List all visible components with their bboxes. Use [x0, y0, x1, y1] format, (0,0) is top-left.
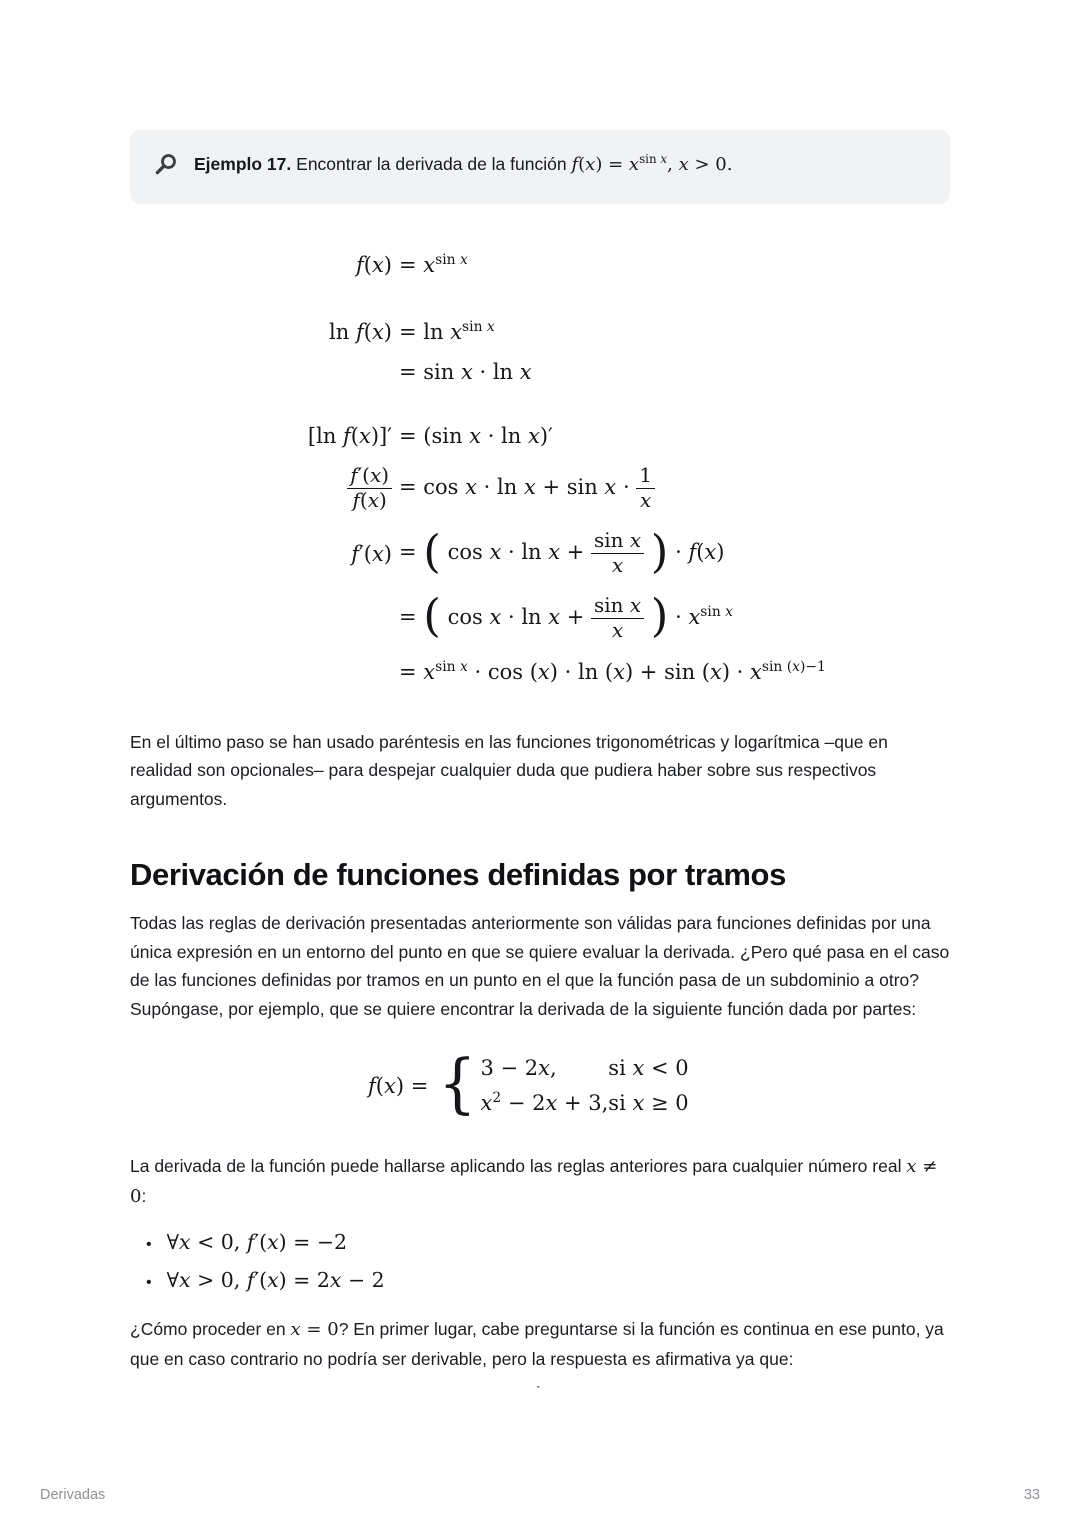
equation-row	[130, 456, 826, 521]
equation-rhs: = $x^{sin x}$	[399, 252, 468, 278]
bullet-marker: •	[146, 1274, 152, 1292]
footer-page-number: 33	[1023, 1487, 1040, 1503]
equation-rhs: = ( cos x · ln x + $\frac{\text{sin x}}{x}$ ) · f(x)	[399, 524, 725, 578]
case-expression: 3 − 2x,	[480, 1056, 557, 1081]
equation-lhs	[130, 352, 392, 392]
case-expression: $x^2 - 2x + 3$,	[480, 1090, 609, 1116]
list-item	[146, 1223, 950, 1261]
content-column	[0, 130, 1080, 1373]
magnifier-icon	[154, 152, 178, 183]
equation-row	[130, 651, 826, 692]
paragraph-como-proceder: ¿Cómo proceder en x = 0? En primer lugar, cabe preguntarse si la función es continua en ese punto, ya que en caso contrario no podría ser derivable, pero la respuesta es afirmativa ya que:	[130, 1319, 944, 1369]
piecewise-cases	[480, 1051, 688, 1120]
equation-lhs: [ln f(x)]′	[307, 424, 392, 449]
section-heading: Derivación de funciones definidas por tramos	[130, 857, 786, 893]
equation-lhs: $\frac{f'(x)}{f(x)}$	[130, 456, 392, 521]
equation-rhs: = (sin x · ln x)′	[399, 424, 553, 449]
paragraph-parentheses-note: En el último paso se han usado paréntesis en las funciones trigonométricas y logarítmica –que en realidad son opcionales– para despejar cualquier duda que pudiera haber sobre sus respectivos argumentos.	[130, 731, 888, 809]
equation-row	[130, 521, 826, 586]
case-condition: si x < 0	[608, 1056, 689, 1081]
stray-mark: ˋ	[536, 1383, 541, 1399]
bullet-list	[130, 1223, 950, 1299]
equation-row	[130, 311, 532, 352]
piecewise-function: f(x) = { 3 − 2x, si x < 0 $x^2 - 2x + 3$, si x ≥ 0	[368, 1046, 689, 1122]
list-item-text: ∀x < 0, f′(x) = −2	[166, 1230, 348, 1255]
equation-block-logarithm	[130, 311, 532, 392]
equation-lhs: f′(x)	[351, 541, 392, 566]
bullet-marker: •	[146, 1236, 152, 1254]
piecewise-case	[480, 1085, 688, 1120]
equation-rhs: = $x^{sin x} \cdot \cos (x) \cdot \ln (x) + \sin (x) \cdot x^{sin (x)-1}$	[399, 658, 826, 684]
equation-row	[130, 352, 532, 392]
equation-row	[130, 416, 826, 456]
list-item-text: ∀x > 0, f′(x) = 2x − 2	[166, 1268, 385, 1293]
piecewise-case	[480, 1051, 688, 1085]
equation-lhs: ln f(x)	[329, 319, 392, 344]
equation-row	[130, 586, 826, 651]
equation-rhs: = $\ln x^{sin x}$	[399, 319, 495, 345]
equation-block-definition	[130, 244, 468, 285]
paragraph-derivada-reglas: La derivada de la función puede hallarse aplicando las reglas anteriores para cualquier número real x ≠ 0:	[130, 1156, 938, 1207]
example-statement: Encontrar la derivada de la función $f(x) = x^{sin x}$, x > 0.	[296, 152, 733, 175]
example-text	[194, 151, 733, 178]
case-condition: si x ≥ 0	[608, 1090, 689, 1115]
equation-lhs: f(x)	[355, 252, 392, 277]
equation-lhs	[130, 586, 392, 651]
equation-row	[130, 244, 468, 285]
piecewise-lead: f(x) =	[368, 1073, 429, 1098]
example-label: Ejemplo 17.	[194, 154, 292, 174]
equation-block-derivation	[130, 416, 826, 692]
list-item	[146, 1261, 950, 1299]
equation-lhs	[130, 651, 392, 692]
example-box	[130, 130, 950, 204]
page-footer	[0, 1487, 1080, 1503]
equation-rhs: = cos x · ln x + sin x · $\frac{1}{x}$	[392, 456, 826, 521]
footer-doc-title: Derivadas	[40, 1487, 106, 1503]
equation-rhs: = ( cos x · ln x + $\frac{\text{sin x}}{x}$ ) · $x^{sin x}$	[399, 589, 733, 643]
equation-rhs: = sin x · ln x	[399, 360, 532, 385]
paragraph-intro-tramos: Todas las reglas de derivación presentadas anteriormente son válidas para funciones definidas por una única expresión en un entorno del punto en que se quiere evaluar la derivada. ¿Pero qué pasa en el caso de las funciones definidas por tramos en un punto en el que la función pasa de un subdominio a otro? Supóngase, por ejemplo, que se quiere encontrar la derivada de la siguiente función dada por partes:	[130, 913, 950, 1019]
